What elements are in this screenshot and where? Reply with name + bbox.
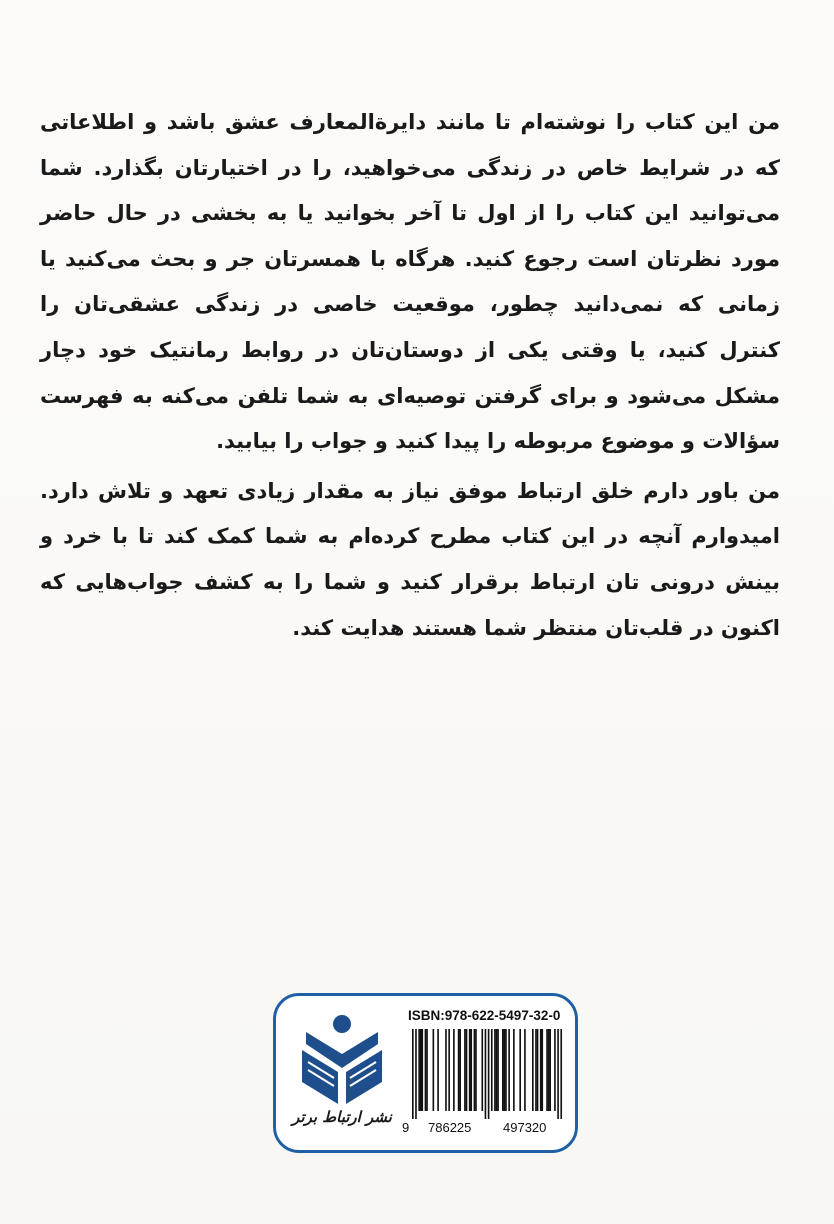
barcode-bar — [421, 1029, 423, 1111]
barcode-bar — [541, 1029, 543, 1111]
barcode-digits-left: 786225 — [428, 1120, 472, 1135]
barcode-bar — [425, 1029, 427, 1111]
barcode-bar — [426, 1029, 428, 1111]
barcode-bar — [497, 1029, 499, 1111]
barcode-bar — [448, 1029, 450, 1111]
barcode-bar — [519, 1029, 521, 1111]
barcode-digits-right: 497320 — [503, 1120, 547, 1135]
isbn-label: ISBN:978-622-5497-32-0 — [408, 1008, 561, 1023]
barcode-bar — [549, 1029, 551, 1111]
barcode-bar — [532, 1029, 534, 1111]
barcode-bar — [508, 1029, 510, 1111]
blurb-paragraph-2: من باور دارم خلق ارتباط موفق نیاز به مقدار زیادی تعهد و تلاش دارد. امیدوارم آنچه در این کتاب مطرح کرده‌ام به شما کمک کند تا با خرد و بینش درونی تان ارتباط برقرار کنید و شما را به کشف جواب‌هایی که اکنون در قلب‌تان منتظر شما هستند هدایت کند. — [40, 478, 780, 640]
barcode-bar — [557, 1029, 559, 1119]
barcode-bar — [415, 1029, 417, 1119]
barcode-bar — [537, 1029, 539, 1111]
barcode-bar — [469, 1029, 471, 1111]
barcode-bar — [504, 1029, 506, 1111]
barcode-bar — [453, 1029, 455, 1111]
barcode-bar — [505, 1029, 507, 1111]
publisher-isbn-card — [273, 993, 578, 1153]
barcode-bar — [418, 1029, 420, 1111]
blurb-paragraph-1: من این کتاب را نوشته‌ام تا مانند دایرةالمعارف عشق باشد و اطلاعاتی که در شرایط خاص در زندگی می‌خواهید، را در اختیارتان بگذارد. شما می‌توانید این کتاب را از اول تا آخر بخوانید یا به بخشی در حال حاضر مورد نظرتان است رجوع کنید. هرگاه با همسرتان جر و بحث می‌کنید یا زمانی که نمی‌دانید چطور، موقعیت خاصی در زندگی عشقی‌تان را کنترل کنید، یا وقتی یکی از دوستان‌تان در روابط رمانتیک خود دچار مشکل می‌شود و برای گرفتن توصیه‌ای به شما تلفن می‌کنه به فهرست سؤالات و موضوع مربوطه را پیدا کنید و جواب را بیابید. — [40, 110, 780, 454]
publisher-logo — [290, 1010, 394, 1136]
barcode-bar — [470, 1029, 472, 1111]
barcode-bar — [459, 1029, 461, 1111]
barcode-bar — [548, 1029, 550, 1111]
barcode-bar — [466, 1029, 468, 1111]
barcode-bar — [458, 1029, 460, 1111]
barcode-bar — [433, 1029, 435, 1111]
barcode-bar — [524, 1029, 526, 1111]
barcode-bar — [513, 1029, 515, 1111]
barcode-bar — [535, 1029, 537, 1111]
barcode-bar — [420, 1029, 422, 1111]
barcode-bar — [437, 1029, 439, 1111]
barcode-bar — [502, 1029, 504, 1111]
barcode-bar — [488, 1029, 490, 1119]
barcode-bar — [464, 1029, 466, 1111]
barcode-bar — [475, 1029, 477, 1111]
barcode-bar — [485, 1029, 487, 1119]
barcode-bar — [474, 1029, 476, 1111]
book-person-logo-icon — [296, 1010, 388, 1106]
barcode-bar — [494, 1029, 496, 1111]
barcode — [406, 1029, 566, 1119]
barcode-digit-lead: 9 — [402, 1120, 410, 1135]
barcode-bar — [496, 1029, 498, 1111]
barcode-bar — [560, 1029, 562, 1119]
barcode-bar — [540, 1029, 542, 1111]
blurb-text — [40, 100, 780, 651]
barcode-bar — [412, 1029, 414, 1119]
barcode-digits — [402, 1120, 566, 1138]
barcode-bar — [491, 1029, 493, 1111]
barcode-bar — [546, 1029, 548, 1111]
publisher-name: نشر ارتباط برتر — [292, 1108, 392, 1126]
barcode-bar — [481, 1029, 483, 1111]
barcode-bar — [554, 1029, 556, 1111]
barcode-bar — [445, 1029, 447, 1111]
